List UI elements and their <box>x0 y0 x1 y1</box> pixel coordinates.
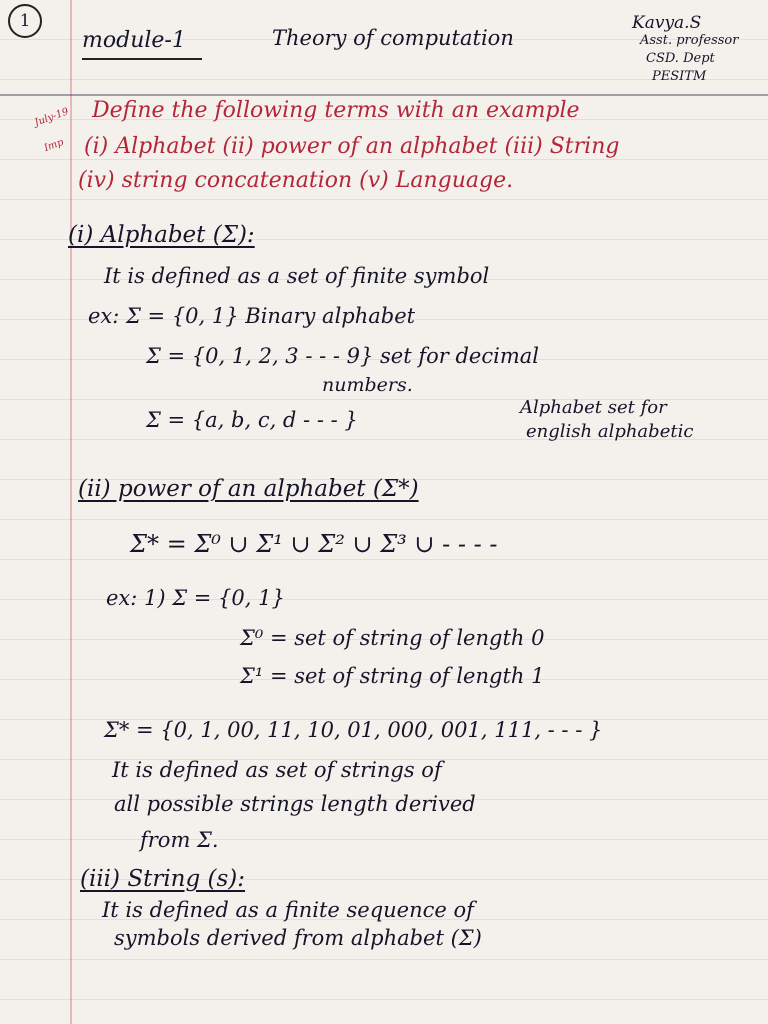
alphabet-example-1: ex: Σ = {0, 1} Binary alphabet <box>88 304 416 328</box>
author-block <box>632 14 738 86</box>
question-line-1: Define the following terms with an example <box>92 98 580 123</box>
power-example-intro: ex: 1) Σ = {0, 1} <box>106 586 285 610</box>
power-definition-3: from Σ. <box>140 828 219 852</box>
margin-line <box>70 0 72 1024</box>
alphabet-example-3-note <box>520 396 693 444</box>
alphabet-note-line-1: Alphabet set for <box>520 397 667 418</box>
string-heading: (iii) String (s): <box>80 866 246 892</box>
string-definition-2: symbols derived from alphabet (Σ) <box>114 926 482 950</box>
question-line-2: (i) Alphabet (ii) power of an alphabet (iii) String <box>84 134 620 159</box>
margin-note-imp: Imp <box>42 136 66 155</box>
course-title: Theory of computation <box>272 26 514 50</box>
alphabet-note-line-2: english alphabetic <box>526 421 694 442</box>
alphabet-definition: It is defined as a set of finite symbol <box>104 264 490 288</box>
question-line-3: (iv) string concatenation (v) Language. <box>78 168 514 193</box>
power-example-sigma1: Σ¹ = set of string of length 1 <box>240 664 545 688</box>
header-divider <box>0 94 768 96</box>
module-title: module-1 <box>82 28 186 53</box>
alphabet-example-2-cont: numbers. <box>322 374 413 396</box>
author-inst: PESITM <box>652 69 707 84</box>
power-sigma-star: Σ* = {0, 1, 00, 11, 10, 01, 000, 001, 111, - - - } <box>104 718 603 742</box>
author-dept: CSD. Dept <box>646 51 715 66</box>
alphabet-heading: (i) Alphabet (Σ): <box>68 222 255 248</box>
alphabet-example-3: Σ = {a, b, c, d - - - } <box>146 408 358 432</box>
power-example-sigma0: Σ⁰ = set of string of length 0 <box>240 626 545 650</box>
page-number: 1 <box>8 4 42 38</box>
author-name: Kavya.S <box>632 13 702 33</box>
power-definition-2: all possible strings length derived <box>114 792 476 816</box>
alphabet-example-2: Σ = {0, 1, 2, 3 - - - 9} set for decimal <box>146 344 539 368</box>
margin-note-date: July-19 <box>33 106 71 129</box>
module-underline <box>82 58 202 60</box>
power-formula: Σ* = Σ⁰ ∪ Σ¹ ∪ Σ² ∪ Σ³ ∪ - - - - <box>130 530 498 558</box>
power-heading: (ii) power of an alphabet (Σ*) <box>78 476 419 502</box>
string-definition-1: It is defined as a finite sequence of <box>102 898 474 922</box>
power-definition-1: It is defined as set of strings of <box>112 758 442 782</box>
author-title: Asst. professor <box>640 33 739 48</box>
